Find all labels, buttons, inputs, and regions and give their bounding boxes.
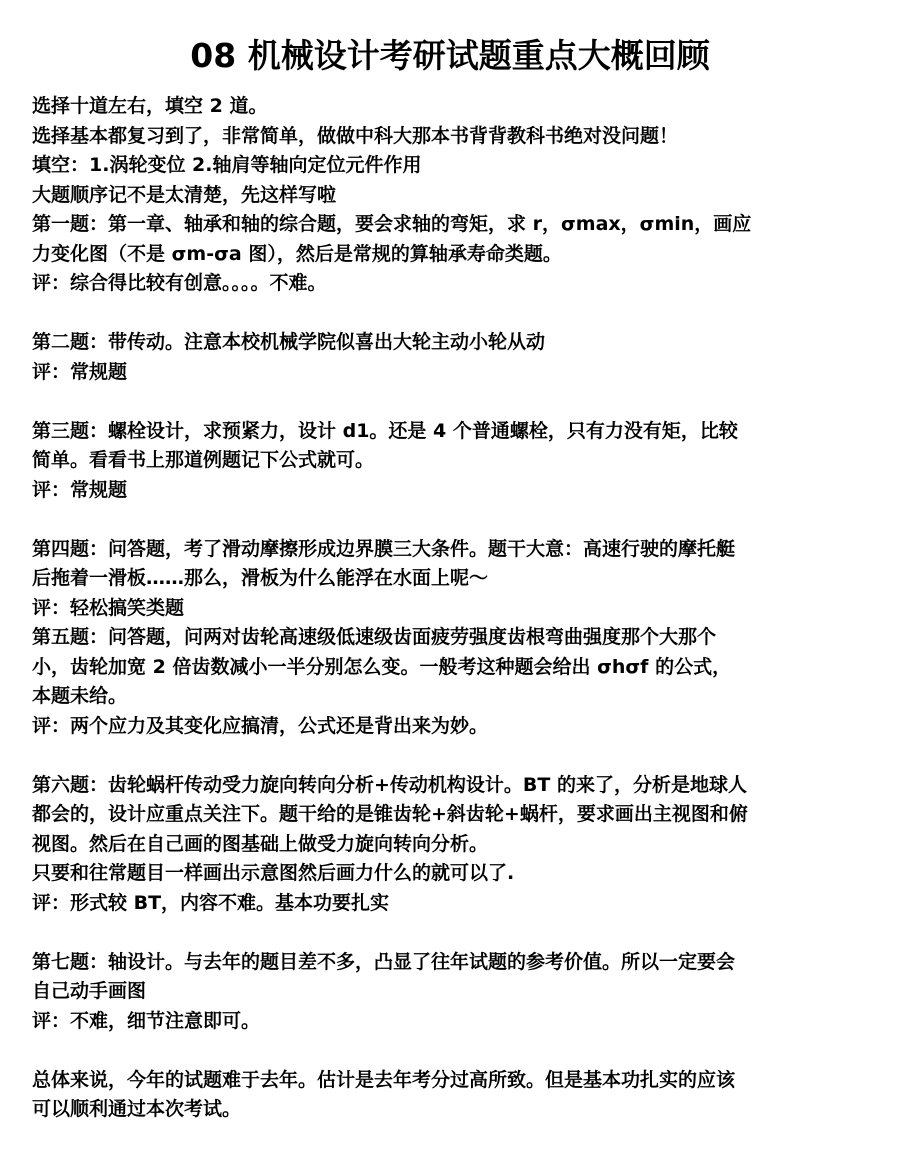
text-line: 简单。看看书上那道例题记下公式就可。	[32, 449, 375, 471]
text-line: 自己动手画图	[32, 980, 147, 1002]
text-line: 第三题：螺栓设计，求预紧力，设计 d1。还是 4 个普通螺栓，只有力没有矩，比较	[32, 419, 738, 442]
text-line: 第七题：轴设计。与去年的题目差不多，凸显了往年试题的参考价值。所以一定要会	[32, 950, 736, 973]
text-line: 第五题：问答题，问两对齿轮高速级低速级齿面疲劳强度齿根弯曲强度那个大那个	[32, 626, 717, 648]
paragraph-gap	[32, 1036, 882, 1066]
paragraph-gap	[32, 741, 882, 771]
text-line: 大题顺序记不是太清楚，先这样写啦	[32, 183, 337, 206]
text-line: 评：不难，细节注意即可。	[32, 1009, 261, 1032]
text-line: 本题未给。	[32, 685, 128, 707]
text-line: 都会的，设计应重点关注下。题干给的是锥齿轮+斜齿轮+蜗杆，要求画出主视图和俯	[32, 803, 748, 825]
text-line: 小，齿轮加宽 2 倍齿数减小一半分别怎么变。一般考这种题会给出 σhσf 的公式，	[32, 655, 732, 678]
text-line: 填空：1.涡轮变位 2.轴肩等轴向定位元件作用	[32, 154, 422, 176]
text-line: 选择基本都复习到了，非常简单，做做中科大那本书背背教科书绝对没问题！	[32, 124, 679, 147]
document-body	[32, 92, 882, 1125]
text-line: 评：两个应力及其变化应搞清，公式还是背出来为妙。	[32, 714, 489, 737]
text-line: 只要和往常题目一样画出示意图然后画力什么的就可以了.	[32, 862, 515, 884]
text-line: 评：常规题	[32, 360, 128, 383]
text-line: 力变化图（不是 σm-σa 图），然后是常规的算轴承寿命类题。	[32, 242, 562, 265]
text-line: 评：轻松搞笑类题	[32, 596, 185, 619]
paragraph-gap	[32, 299, 882, 329]
text-line: 第一题：第一章、轴承和轴的综合题，要会求轴的弯矩，求 r，σmax，σmin，画应	[32, 213, 752, 235]
text-line: 第二题：带传动。注意本校机械学院似喜出大轮主动小轮从动	[32, 331, 546, 353]
text-line: 可以顺利通过本次考试。	[32, 1098, 242, 1120]
paragraph-gap	[32, 505, 882, 535]
text-line: 第四题：问答题，考了滑动摩擦形成边界膜三大条件。题干大意：高速行驶的摩托艇	[32, 537, 736, 560]
paragraph-gap	[32, 387, 882, 417]
text-line: 视图。然后在自己画的图基础上做受力旋向转向分析。	[32, 832, 489, 855]
text-line: 第六题：齿轮蜗杆传动受力旋向转向分析+传动机构设计。BT 的来了，分析是地球人	[32, 773, 747, 796]
text-line: 后拖着一滑板……那么，滑板为什么能浮在水面上呢～	[32, 567, 489, 589]
text-line: 评：常规题	[32, 478, 128, 501]
text-line: 总体来说，今年的试题难于去年。估计是去年考分过高所致。但是基本功扎实的应该	[32, 1068, 736, 1091]
text-line: 评：综合得比较有创意。。。。不难。	[32, 272, 327, 294]
text-line: 选择十道左右，填空 2 道。	[32, 95, 268, 117]
document-title: 08 机械设计考研试题重点大概回顾	[190, 36, 710, 75]
text-line: 评：形式较 BT，内容不难。基本功要扎实	[32, 891, 390, 914]
paragraph-gap	[32, 918, 882, 948]
